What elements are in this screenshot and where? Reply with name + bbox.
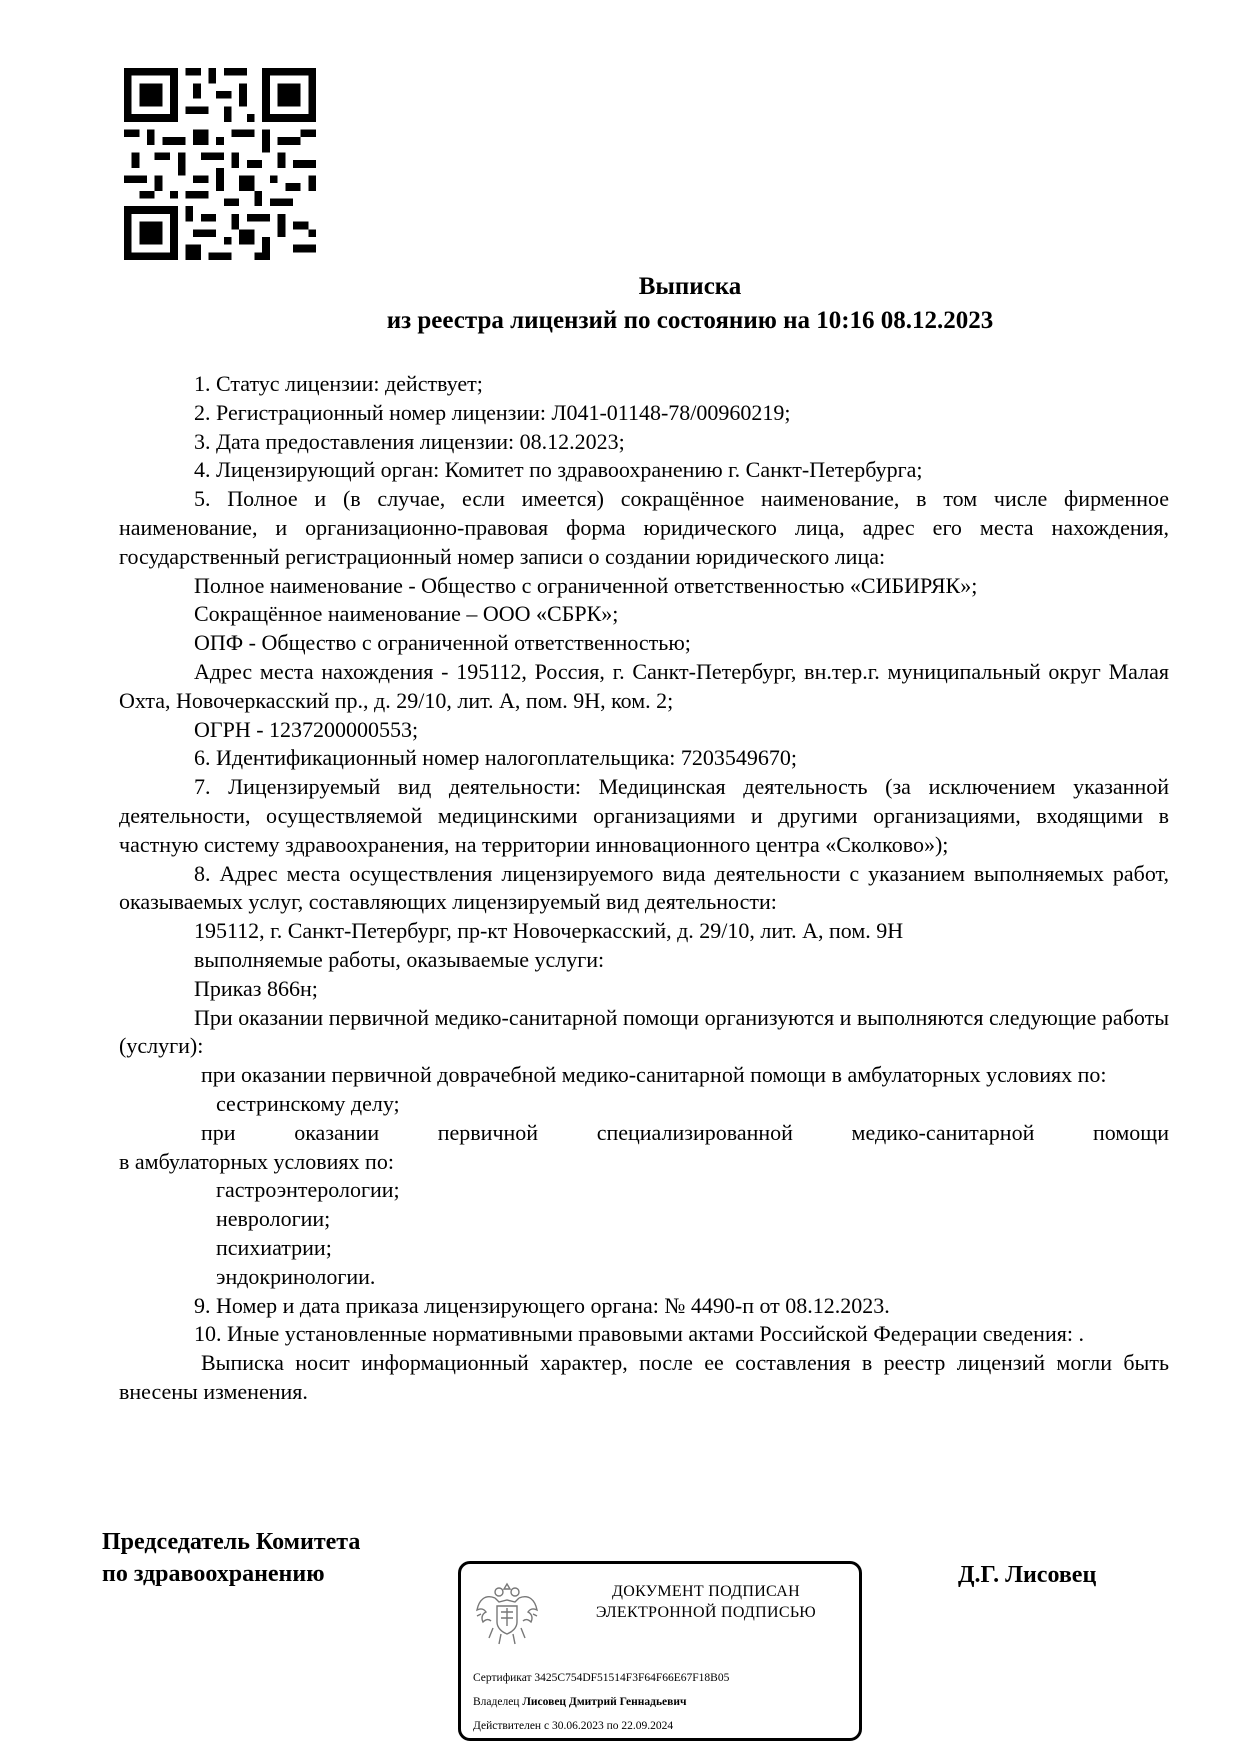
validity-line: Действителен с 30.06.2023 по 22.09.2024 (473, 1720, 674, 1732)
stamp-heading-line-1: ДОКУМЕНТ ПОДПИСАН (612, 1583, 800, 1600)
activity-place-address: 195112, г. Санкт-Петербург, пр-кт Новочеркасский, д. 29/10, лит. А, пом. 9Н (194, 918, 904, 944)
order-number: 9. Номер и дата приказа лицензирующего органа: № 4490-п от 08.12.2023. (194, 1292, 890, 1318)
licensed-activity: 7. Лицензируемый вид деятельности: Медицинская деятельность (за исключением указанной деятельности, осуществляемой медицинскими организациями и другими организациями, входящими в частную систему здравоохранения, на территории инновационного центра «Сколково»); (119, 774, 1169, 857)
position-line-1: Председатель Комитета (102, 1529, 361, 1555)
signatory-position (102, 1526, 360, 1590)
license-date: 3. Дата предоставления лицензии: 08.12.2023; (194, 428, 625, 454)
document-body (119, 370, 1169, 1407)
works-label: выполняемые работы, оказываемые услуги: (194, 946, 605, 972)
legal-address: Адрес места нахождения - 195112, Россия, г. Санкт-Петербург, вн.тер.г. муниципальный округ Малая Охта, Новочеркасский пр., д. 29/10, лит. А, пом. 9Н, ком. 2; (119, 658, 1169, 713)
certificate-label: Сертификат (473, 1672, 532, 1684)
ogrn: ОГРН - 1237200000553; (194, 716, 419, 742)
legal-form: ОПФ - Общество с ограниченной ответственностью; (194, 630, 691, 656)
service-psychiatry: психиатрии; (216, 1234, 332, 1260)
prehospital-care: при оказании первичной доврачебной медико-санитарной помощи в амбулаторных условиях по: (201, 1062, 1107, 1088)
position-line-2: по здравоохранению (102, 1561, 325, 1587)
other-info: 10. Иные установленные нормативными правовыми актами Российской Федерации сведения: . (194, 1321, 1084, 1347)
owner-name: Лисовец Дмитрий Геннадьевич (522, 1696, 687, 1708)
signatory-name: Д.Г. Лисовец (958, 1562, 1097, 1588)
owner-label: Владелец (473, 1696, 520, 1708)
stamp-heading-line-2: ЭЛЕКТРОННОЙ ПОДПИСЬЮ (595, 1604, 817, 1621)
activity-place-intro: 8. Адрес места осуществления лицензируемого вида деятельности с указанием выполняемых работ, оказываемых услуг, составляющих лицензируемый вид деятельности: (119, 860, 1169, 915)
disclaimer: Выписка носит информационный характер, после ее составления в реестр лицензий могли быть внесены изменения. (119, 1350, 1169, 1404)
full-name: Полное наименование - Общество с ограниченной ответственностью «СИБИРЯК»; (194, 572, 978, 598)
specialized-care-line1: при оказании первичной специализированной медико-санитарной помощи (201, 1119, 1169, 1145)
stamp-heading (561, 1581, 851, 1623)
owner-line (473, 1694, 686, 1710)
specialized-care-line2: в амбулаторных условиях по: (119, 1148, 394, 1174)
electronic-signature-stamp (458, 1561, 862, 1741)
document-subtitle: из реестра лицензий по состоянию на 10:16 08.12.2023 (386, 307, 994, 334)
registration-number: 2. Регистрационный номер лицензии: Л041-01148-78/00960219; (194, 399, 791, 425)
license-status: 1. Статус лицензии: действует; (194, 371, 483, 396)
inn: 6. Идентификационный номер налогоплательщика: 7203549670; (194, 745, 797, 771)
service-gastroenterology: гастроэнтерологии; (216, 1177, 400, 1203)
service-endocrinology: эндокринологии. (216, 1263, 376, 1289)
qr-code-icon (124, 68, 316, 260)
licensing-authority: 4. Лицензирующий орган: Комитет по здравоохранению г. Санкт-Петербурга; (194, 457, 923, 483)
document-title: Выписка (638, 273, 742, 300)
coat-of-arms-icon (475, 1578, 539, 1650)
short-name: Сокращённое наименование – ООО «СБРК»; (194, 601, 619, 627)
certificate-line (473, 1670, 729, 1686)
order-reference: Приказ 866н; (194, 975, 318, 1001)
service-neurology: неврологии; (216, 1206, 331, 1232)
primary-care-intro: При оказании первичной медико-санитарной помощи организуются и выполняются следующие работы (услуги): (119, 1004, 1169, 1059)
certificate-number: 3425C754DF51514F3F64F66E67F18B05 (534, 1672, 730, 1684)
name-section-intro: 5. Полное и (в случае, если имеется) сокращённое наименование, в том числе фирменное наименование, и организационно-правовая форма юридического лица, адрес его места нахождения, государственный регистрационный номер записи о создании юридического лица: (119, 486, 1169, 569)
service-nursing: сестринскому делу; (216, 1090, 400, 1116)
